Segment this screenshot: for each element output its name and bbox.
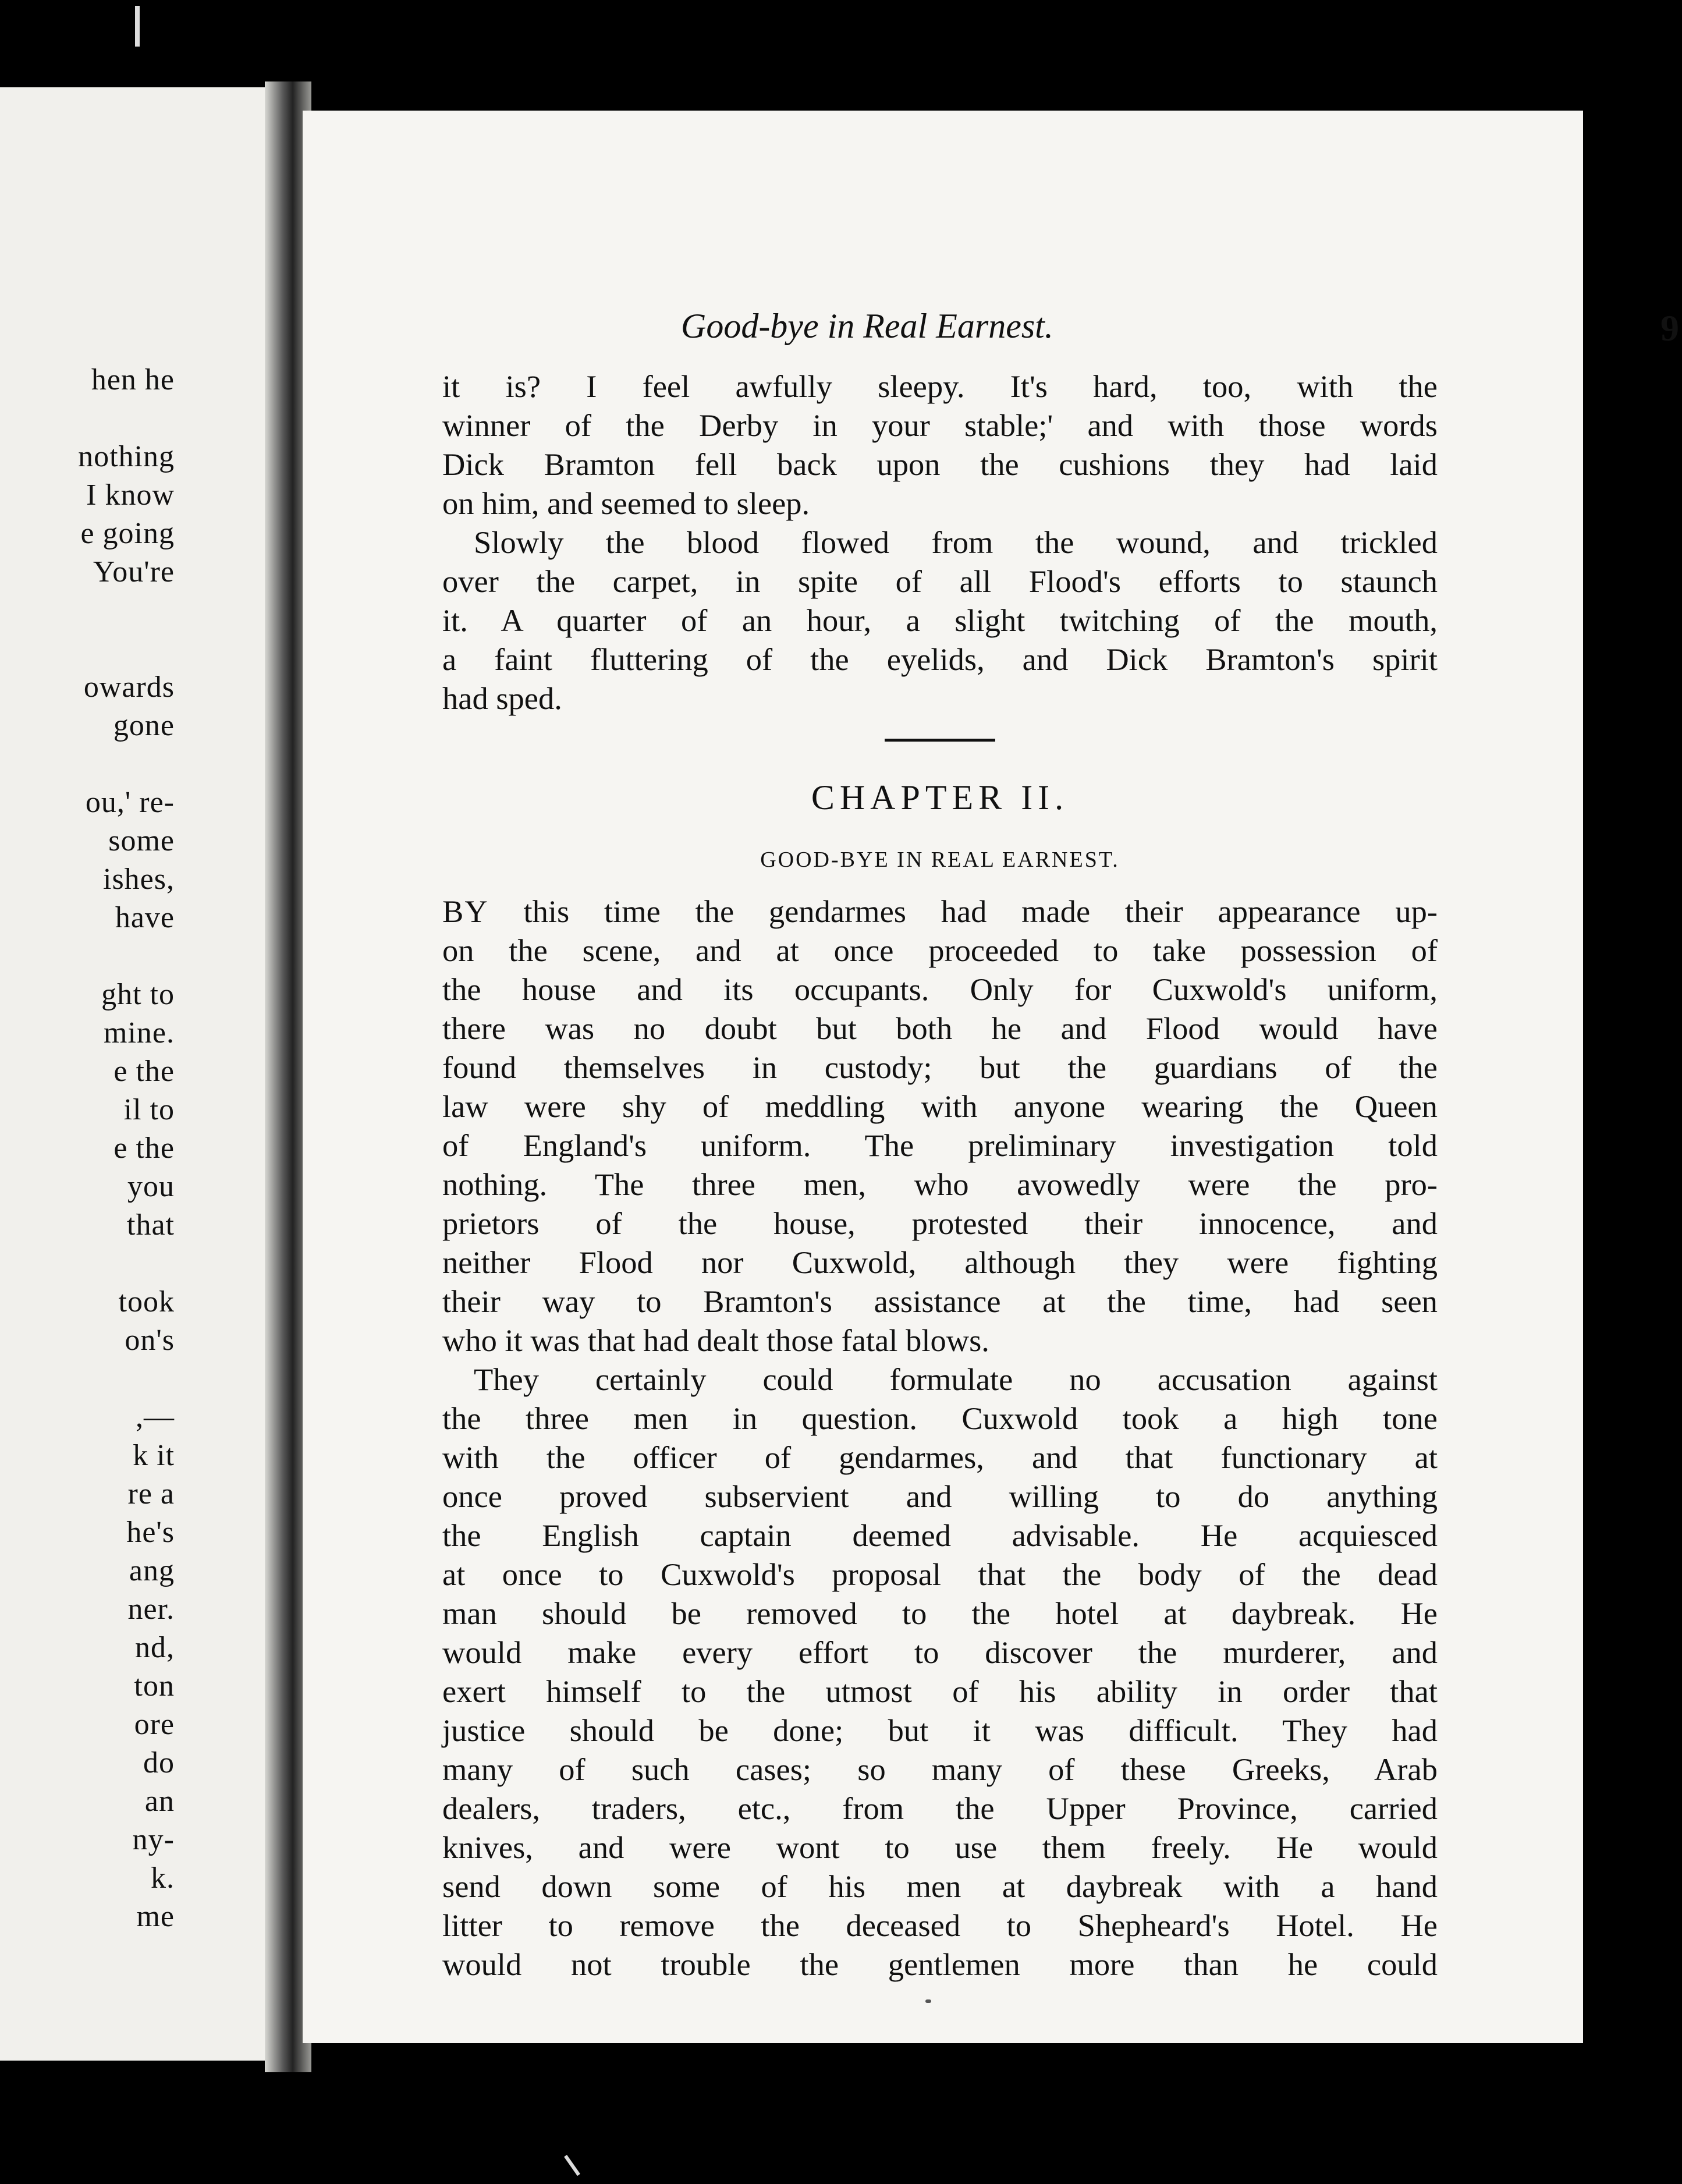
text-line: with the officer of gendarmes, and that functionary at bbox=[442, 1440, 1438, 1475]
paragraph-2 bbox=[442, 523, 1438, 718]
left-page-line: ny- bbox=[132, 1823, 175, 1856]
text-line: knives, and were wont to use them freely. He would bbox=[442, 1830, 1438, 1865]
text-line: litter to remove the deceased to Shepheard's Hotel. He bbox=[442, 1908, 1438, 1943]
text-line-rest: this time the gendarmes had made their appearance up- bbox=[488, 894, 1438, 929]
text-line: the house and its occupants. Only for Cuxwold's uniform, bbox=[442, 972, 1438, 1007]
page-number: 9 bbox=[1660, 307, 1679, 349]
left-page-line: I know bbox=[86, 478, 175, 512]
opening-word: BY bbox=[442, 894, 489, 929]
text-line: the three men in question. Cuxwold took a high tone bbox=[442, 1401, 1438, 1436]
ink-speck bbox=[925, 1999, 931, 2003]
left-page-line: me bbox=[136, 1900, 175, 1933]
text-line: who it was that had dealt those fatal blows. bbox=[442, 1323, 989, 1358]
text-line: man should be removed to the hotel at daybreak. He bbox=[442, 1596, 1438, 1631]
left-page-line: owards bbox=[83, 671, 175, 704]
left-page-line: ght to bbox=[101, 978, 175, 1011]
text-line: nothing. The three men, who avowedly were the pro- bbox=[442, 1167, 1438, 1202]
text-line: over the carpet, in spite of all Flood's efforts to staunch bbox=[442, 563, 1438, 599]
left-page-line: ton bbox=[134, 1669, 175, 1703]
text-line: exert himself to the utmost of his ability in order that bbox=[442, 1674, 1438, 1709]
section-divider bbox=[885, 739, 995, 742]
text-line: winner of the Derby in your stable;' and with those words bbox=[442, 407, 1438, 443]
left-page-fragment bbox=[0, 87, 274, 2061]
text-line: on the scene, and at once proceeded to take possession of bbox=[442, 933, 1438, 968]
text-line: dealers, traders, etc., from the Upper Province, carried bbox=[442, 1791, 1438, 1826]
left-page-line: you bbox=[127, 1170, 175, 1203]
scan-mark-bottom bbox=[564, 2155, 580, 2176]
page-header bbox=[681, 303, 1682, 349]
left-page-line: re a bbox=[127, 1477, 175, 1511]
paragraph-1 bbox=[442, 367, 1438, 523]
left-page-line: an bbox=[144, 1785, 175, 1818]
text-line: at once to Cuxwold's proposal that the body of the dead bbox=[442, 1557, 1438, 1592]
text-line: it. A quarter of an hour, a slight twitching of the mouth, bbox=[442, 602, 1438, 638]
text-line: law were shy of meddling with anyone wearing the Queen bbox=[442, 1089, 1438, 1124]
text-line: found themselves in custody; but the guardians of the bbox=[442, 1050, 1438, 1085]
chapter-title: CHAPTER II. bbox=[811, 778, 1069, 817]
text-line: had sped. bbox=[442, 680, 562, 716]
running-head: Good-bye in Real Earnest. bbox=[681, 307, 1053, 345]
left-page-line: ,— bbox=[136, 1401, 175, 1434]
left-page-line: e going bbox=[80, 517, 175, 550]
left-page-line: some bbox=[108, 824, 175, 857]
text-line: would not trouble the gentlemen more than he could bbox=[442, 1947, 1438, 1982]
paragraph-4 bbox=[442, 1360, 1438, 1984]
scan-mark-top bbox=[135, 6, 140, 47]
left-page-line: hen he bbox=[91, 363, 175, 396]
text-line: once proved subservient and willing to do anything bbox=[442, 1479, 1438, 1514]
left-page-line: on's bbox=[125, 1324, 175, 1357]
text-line: justice should be done; but it was difficult. They had bbox=[442, 1713, 1438, 1748]
text-line: Slowly the blood flowed from the wound, and trickled bbox=[474, 524, 1438, 560]
text-line: many of such cases; so many of these Greeks, Arab bbox=[442, 1752, 1438, 1787]
text-line: it is? I feel awfully sleepy. It's hard, too, with the bbox=[442, 368, 1438, 404]
left-page-line: ner. bbox=[127, 1593, 175, 1626]
left-page-line: k it bbox=[133, 1439, 175, 1472]
left-page-line: il to bbox=[123, 1093, 175, 1126]
left-page-line: he's bbox=[126, 1516, 175, 1549]
left-page-line: e the bbox=[113, 1055, 175, 1088]
left-page-line: nd, bbox=[135, 1631, 175, 1664]
left-page-line: that bbox=[127, 1208, 175, 1242]
text-line: there was no doubt but both he and Flood would have bbox=[442, 1011, 1438, 1046]
text-line: prietors of the house, protested their innocence, and bbox=[442, 1206, 1438, 1241]
page-body bbox=[442, 367, 1438, 1984]
text-line: their way to Bramton's assistance at the time, had seen bbox=[442, 1284, 1438, 1319]
text-line bbox=[442, 892, 1438, 931]
left-page-line: You're bbox=[93, 555, 175, 588]
text-line: They certainly could formulate no accusation against bbox=[474, 1362, 1438, 1397]
chapter-subtitle: GOOD-BYE IN REAL EARNEST. bbox=[760, 848, 1120, 872]
text-line: the English captain deemed advisable. He acquiesced bbox=[442, 1518, 1438, 1553]
left-page-line: ishes, bbox=[103, 863, 175, 896]
left-page-line: gone bbox=[113, 709, 175, 742]
left-page-line: nothing bbox=[78, 440, 175, 473]
text-line: send down some of his men at daybreak with a hand bbox=[442, 1869, 1438, 1904]
text-line: neither Flood nor Cuxwold, although they were fighting bbox=[442, 1245, 1438, 1280]
left-page-line: e the bbox=[113, 1132, 175, 1165]
paragraph-3 bbox=[442, 892, 1438, 1360]
left-page-line: ang bbox=[129, 1554, 175, 1587]
left-page-line: do bbox=[143, 1746, 175, 1779]
left-page-line: ore bbox=[134, 1708, 175, 1741]
left-page-line: have bbox=[115, 901, 175, 934]
book-page bbox=[303, 111, 1679, 2043]
left-page-line: ou,' re- bbox=[85, 786, 175, 819]
text-line: would make every effort to discover the murderer, and bbox=[442, 1635, 1438, 1670]
text-line: a faint fluttering of the eyelids, and Dick Bramton's spirit bbox=[442, 641, 1438, 677]
text-line: of England's uniform. The preliminary investigation told bbox=[442, 1128, 1438, 1163]
text-line: on him, and seemed to sleep. bbox=[442, 485, 810, 521]
text-line: Dick Bramton fell back upon the cushions they had laid bbox=[442, 446, 1438, 482]
left-page-line: mine. bbox=[104, 1016, 175, 1050]
left-page-line: took bbox=[118, 1285, 175, 1318]
left-page-line: k. bbox=[151, 1862, 175, 1895]
